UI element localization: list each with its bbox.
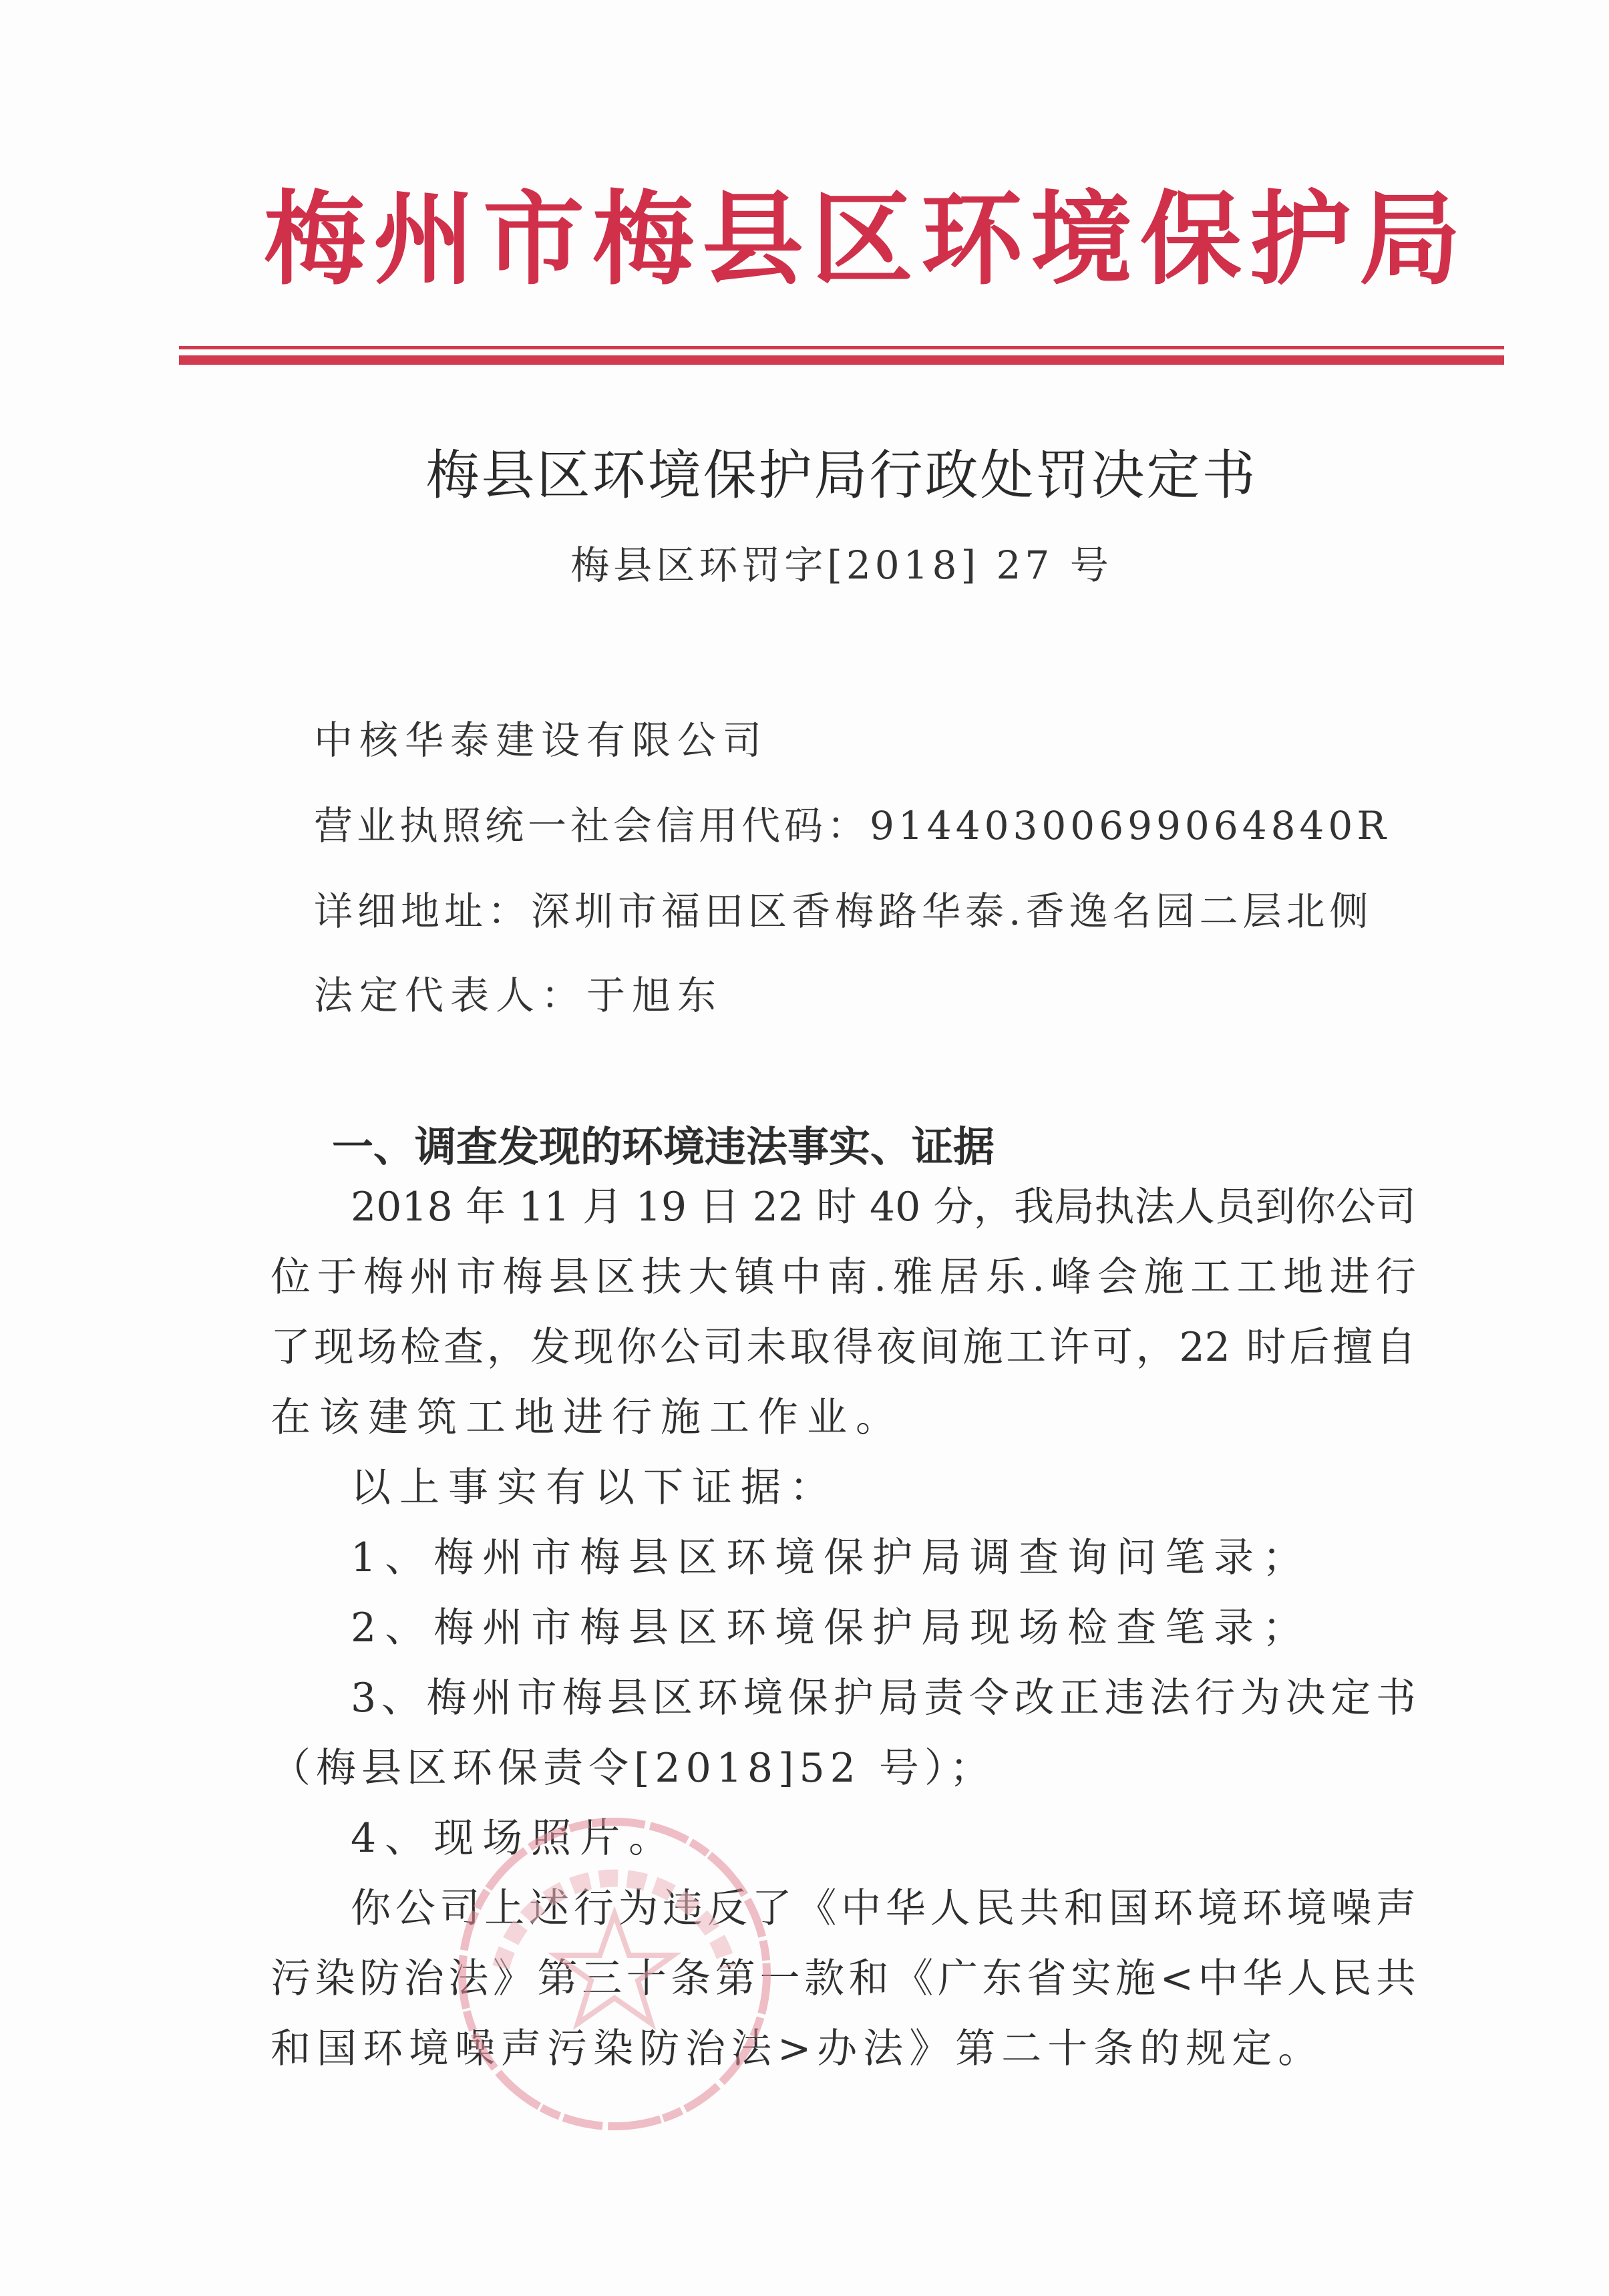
- body-line: 你公司上述行为违反了《中华人民共和国环境环境噪声: [351, 1885, 1416, 1932]
- party-credit-code: 营业执照统一社会信用代码：91440300699064840R: [314, 803, 1390, 848]
- party-legal-representative: 法定代表人：于旭东: [314, 973, 723, 1018]
- agency-letterhead-title: 梅州市梅县区环境保护局: [264, 179, 1469, 299]
- document-title: 梅县区环境保护局行政处罚决定书: [425, 444, 1258, 506]
- evidence-item-4: 4、现场照片。: [351, 1815, 678, 1862]
- party-company-name: 中核华泰建设有限公司: [314, 717, 769, 763]
- evidence-item-3-continued: （梅县区环保责令[2018]52 号）；: [271, 1745, 995, 1792]
- body-line: 了现场检查，发现你公司未取得夜间施工许可，22 时后擅自: [271, 1324, 1416, 1371]
- body-line: 2018 年 11 月 19 日 22 时 40 分，我局执法人员到你公司: [351, 1184, 1416, 1231]
- letterhead-divider-thin: [179, 346, 1504, 349]
- evidence-item-3: 3、梅州市梅县区环境保护局责令改正违法行为决定书: [351, 1675, 1416, 1721]
- body-line: 和国环境噪声污染防治法>办法》第二十条的规定。: [271, 2025, 1324, 2072]
- body-line: 污染防治法》第三十条第一款和《广东省实施<中华人民共: [271, 1955, 1416, 2002]
- body-line: 在该建筑工地进行施工作业。: [271, 1394, 904, 1441]
- party-address: 详细地址：深圳市福田区香梅路华泰.香逸名园二层北侧: [314, 888, 1373, 934]
- letterhead-divider-thick: [179, 355, 1504, 365]
- section-heading-facts-evidence: 一、调查发现的环境违法事实、证据: [332, 1122, 995, 1171]
- evidence-item-1: 1、梅州市梅县区环境保护局调查询问笔录；: [351, 1534, 1312, 1581]
- evidence-item-2: 2、梅州市梅县区环境保护局现场检查笔录；: [351, 1605, 1312, 1651]
- document-number: 梅县区环罚字[2018] 27 号: [570, 542, 1113, 588]
- evidence-intro: 以上事实有以下证据：: [351, 1464, 838, 1511]
- body-line: 位于梅州市梅县区扶大镇中南.雅居乐.峰会施工工地进行: [271, 1254, 1416, 1301]
